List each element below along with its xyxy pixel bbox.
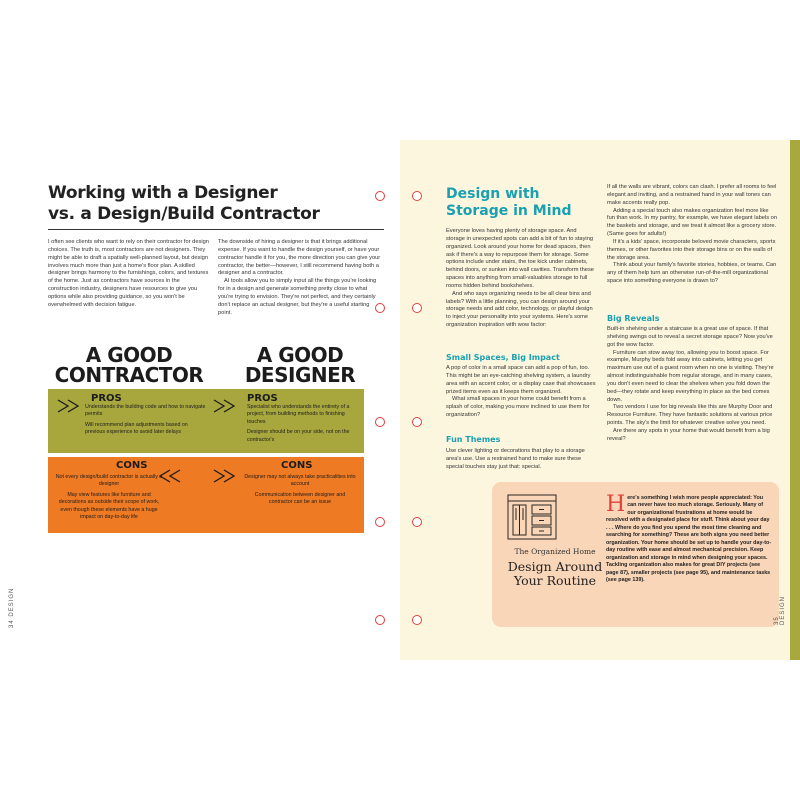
binder-hole <box>375 615 385 625</box>
paragraph: A pop of color in a small space can add a pop of fun, too. This might be an eye-catching shelving system, a laundry area with an accent color, or a display case that showcases prized items even as it keeps them organized. <box>446 365 596 395</box>
paragraph: Adding a special touch also makes organization feel more like fun than work. In my pantry, for example, we have elegant labels on the baskets and storage, and we treat it almost like a grocery store. (Same goes for adults!) <box>607 207 777 238</box>
heading-line: DESIGNER <box>244 363 356 387</box>
designer-heading <box>214 345 386 385</box>
binder-hole <box>412 615 422 625</box>
left-column-1 <box>48 239 210 310</box>
left-column-2 <box>218 239 384 317</box>
right-page-title <box>446 186 596 220</box>
page-folio-right: 35 DESIGN <box>774 595 786 625</box>
pros-label: PROS <box>91 393 122 404</box>
paragraph: If all the walls are vibrant, colors can clash. I prefer all rooms to feel elegant and inviting, and a restrained hand in your wall tones can make accents really pop. <box>607 184 777 206</box>
list-item: Designer may not always take practicalities into account <box>244 474 356 488</box>
paragraph: Use clever lighting or decorations that play to a storage area's use. Use a restrained hand to make sure these special touches stay just that: special. <box>446 448 585 470</box>
green-edge-strip <box>790 140 800 660</box>
heading-line: A GOOD <box>85 343 173 367</box>
double-chevron-right-icon <box>212 468 244 484</box>
right-column-2b <box>607 326 777 444</box>
paragraph: Are there any spots in your home that would benefit from a big reveal? <box>607 427 770 442</box>
cabinet-icon <box>506 493 558 541</box>
paragraph: If it's a kids' space, incorporate beloved movie characters, sports themes, or other favorites into their storage bins or on the walls of the storage area. <box>607 238 776 261</box>
subheading-big-reveals: Big Reveals <box>607 314 660 323</box>
heading-line: CONTRACTOR <box>54 363 204 387</box>
designer-cons-list <box>244 474 356 510</box>
callout-body: ere's something I wish more people appreciated: You can never have too much storage. Seriously. Many of our organizational frustrations at home would be resolved with a designated place for stuff. Think about your day . . . Where do you find you spend the most time cleaning and searching for something? These are both signs you need better organization. Your home should be set up to handle your day-to-day routine with ease and almost mechanical precision. Keep organization and storage in mind when designing your spaces. Tackling organization also makes for great DIY projects (see page 87), smaller projects (see page 95), and maintenance tasks (see page 139). <box>606 495 772 583</box>
paragraph: Think about your family's favorite stories, hobbies, or teams. Can any of them help turn an otherwise run-of-the-mill organizational space into something everyone is drawn to? <box>607 262 777 285</box>
double-chevron-right-icon <box>56 398 88 414</box>
binder-hole <box>412 417 422 427</box>
list-item: May view features like furniture and decorations as outside their scope of work, even though these elements have a huge impact on day-to-day life <box>58 491 160 521</box>
paragraph: The downside of hiring a designer is that it brings additional expense. If you want to handle the design yourself, or have your contractor handle it for you, the more direction you can give your contractor, the better—however, I still recommend having both a designer and a contractor. <box>218 239 381 277</box>
drop-cap: H <box>606 492 626 517</box>
paragraph: Furniture can stow away too, allowing you to boost space. For example, Murphy beds fold away into cabinets, letting you get maximum use out of a guest room when no one is visiting. They're almost indistinguishable from regular storage, and in many cases, you don't even need to clear the shelves when you fold down the bed—they rotate and keep everything in place as the bed comes down. <box>607 349 774 403</box>
callout-subtitle: The Organized Home <box>514 547 596 556</box>
paragraph: What small spaces in your home could benefit from a splash of color, making you more inclined to use them for organization? <box>446 396 590 419</box>
binder-hole <box>375 517 385 527</box>
right-column-1c <box>446 448 596 472</box>
paragraph: Two vendors I use for big reveals like this are Murphy Door and Resource Furniture. They have fantastic solutions at various price points. The sky's the limit for whatever creative solve you need. <box>607 404 773 427</box>
subheading-fun-themes: Fun Themes <box>446 435 501 444</box>
right-column-1b <box>446 365 596 420</box>
callout-title-line: Your Routine <box>513 573 597 588</box>
paragraph: Everyone loves having plenty of storage space. And storage in unexpected spots can add a bit of fun to staying organized. Look around your home for dead spaces, then ask if there's a way to repurpose them for storage. Some options include under stairs, the toe kick under cabinets, behind doors, or sunken into wall cavities. Transform these spaces into anything from small-valuables storage to full rooms hidden behind bookshelves. <box>446 228 594 289</box>
right-column-2 <box>607 184 777 286</box>
page-folio-left: 34 DESIGN <box>9 587 15 628</box>
subheading-small-spaces: Small Spaces, Big Impact <box>446 353 560 362</box>
callout-text <box>606 492 772 584</box>
list-item: Designer should be on your side, not on the contractor's <box>247 429 350 443</box>
contractor-pros-list <box>85 404 209 440</box>
title-line-1: Working with a Designer <box>48 183 278 203</box>
heading-line: A GOOD <box>256 343 344 367</box>
title-rule <box>48 229 384 230</box>
paragraph: And who says organizing needs to be all clear bins and labels? With a little planning, you can design around your storage needs and add color, technology, or playful design to inject your personality into your systems. Here's some organization inspiration with wow factor: <box>446 290 593 329</box>
callout-title <box>500 560 610 588</box>
right-column-1 <box>446 228 596 330</box>
list-item: Not every design/build contractor is actually a designer <box>55 474 163 488</box>
binder-hole <box>375 303 385 313</box>
contractor-cons-list <box>54 474 164 524</box>
binder-hole <box>375 191 385 201</box>
designer-pros-list <box>247 404 360 447</box>
left-page-title <box>48 183 388 225</box>
binder-hole <box>375 417 385 427</box>
binder-hole <box>412 303 422 313</box>
cons-label: CONS <box>116 460 148 471</box>
callout-title-line: Design Around <box>507 559 603 574</box>
pros-label: PROS <box>247 393 278 404</box>
list-item: Will recommend plan adjustments based on previous experience to avoid later delays <box>85 421 188 436</box>
double-chevron-right-icon <box>212 398 244 414</box>
paragraph: AI tools allow you to simply input all the things you're looking for in a design and generate something pretty close to what you're trying to envision. They're not perfect, and they certainly don't replace an actual designer, but they're a useful starting point. <box>218 278 377 316</box>
list-item: Understands the building code and how to navigate permits <box>85 404 206 418</box>
cons-label: CONS <box>281 460 313 471</box>
contractor-heading <box>48 345 210 385</box>
title-line-2: Storage in Mind <box>446 203 572 219</box>
list-item: Communication between designer and contractor can be an issue <box>254 491 346 506</box>
title-line-1: Design with <box>446 186 540 202</box>
title-line-2: vs. a Design/Build Contractor <box>48 204 320 224</box>
list-item: Specialist who understands the entirety of a project, from building methods to finishing touches <box>247 404 350 425</box>
binder-hole <box>412 191 422 201</box>
paragraph: Built-in shelving under a staircase is a great use of space. If that shelving swings out to reveal a secret storage space? Now you've got the wow factor. <box>607 326 773 348</box>
paragraph: I often see clients who want to rely on their contractor for design choices. The truth is, most contractors are not designers. They might be able to draft a spatially well-planned layout, but design involves much more than just a home's floor plan. A skilled designer brings harmony to the furnishings, colors, and textures of the home. Just as contractors have sources in the construction industry, designers have resources to give you options while also providing guidance, so you won't be overwhelmed with decision fatigue. <box>48 239 209 308</box>
binder-hole <box>412 517 422 527</box>
